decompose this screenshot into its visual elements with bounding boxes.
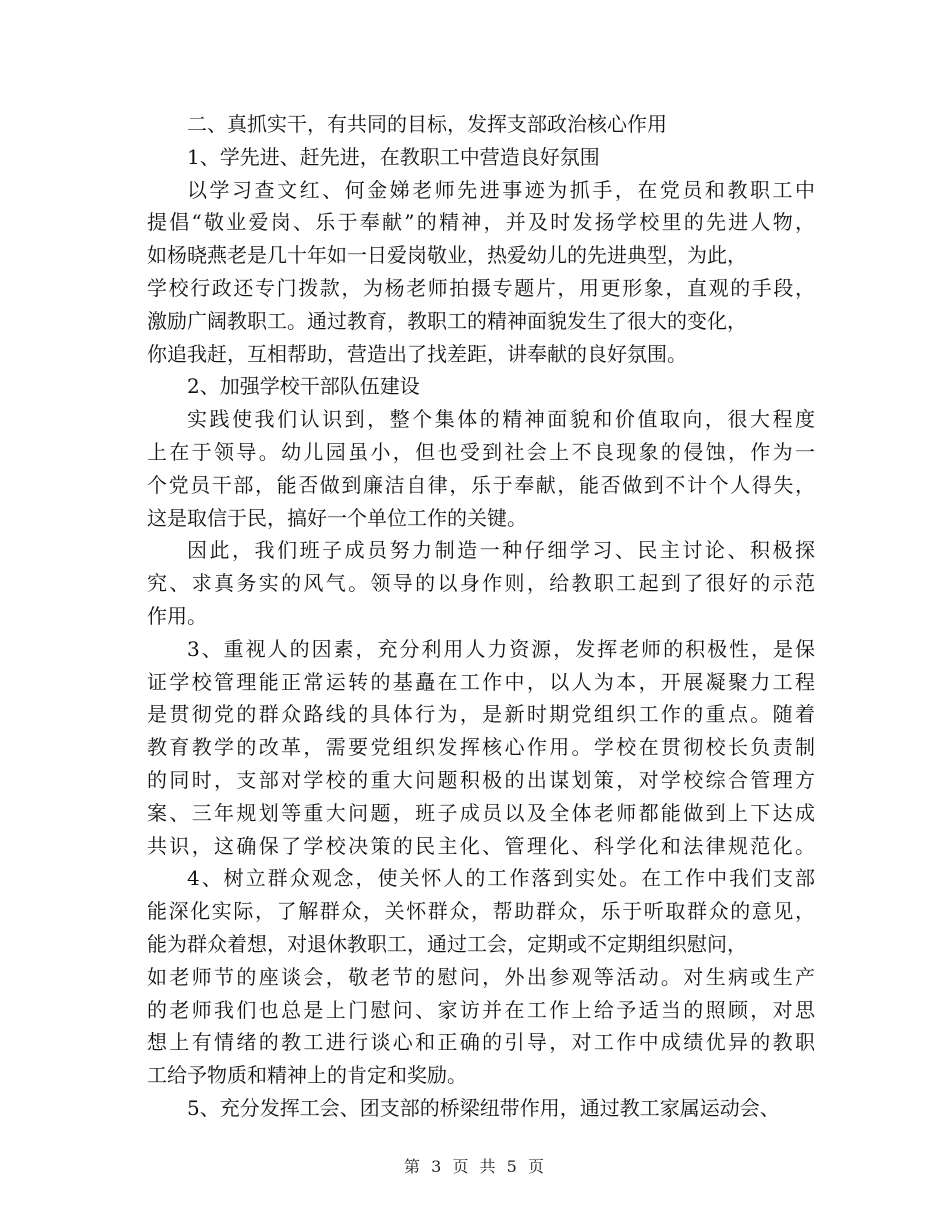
text-line: 如老师节的座谈会，敬老节的慰问，外出参观等活动。对生病或生产 <box>147 964 815 989</box>
text-line: 共识，这确保了学校决策的民主化、管理化、科学化和法律规范化。 <box>147 833 815 858</box>
text-line: 二、真抓实干，有共同的目标，发挥支部政治核心作用 <box>187 112 667 136</box>
text-line: 究、求真务实的风气。领导的以身作则，给教职工起到了很好的示范 <box>147 571 815 596</box>
text-line: 3、重视人的因素，充分利用人力资源，发挥老师的积极性，是保 <box>187 636 815 661</box>
text-line: 1、学先进、赶先进，在教职工中营造良好氛围 <box>187 144 600 169</box>
text-line: 的同时，支部对学校的重大问题积极的出谋划策，对学校综合管理方 <box>147 767 815 792</box>
footer-page-number: 3 <box>431 1157 444 1176</box>
text-line: 激励广阔教职工。通过教育，教职工的精神面貌发生了很大的变化， <box>147 308 747 333</box>
text-line: 教育教学的改革，需要党组织发挥核心作用。学校在贯彻校长负责制 <box>147 735 815 760</box>
footer-ye-end: 页 <box>527 1157 546 1176</box>
text-line: 能深化实际，了解群众，关怀群众，帮助群众，乐于听取群众的意见， <box>147 899 815 924</box>
text-line: 证学校管理能正常运转的基矗在工作中，以人为本，开展凝聚力工程 <box>147 669 815 694</box>
text-line: 是贯彻党的群众路线的具体行为，是新时期党组织工作的重点。随着 <box>147 702 815 727</box>
text-line: 想上有情绪的教工进行谈心和正确的引导，对工作中成绩优异的教职 <box>147 1030 815 1055</box>
page-footer <box>0 1154 950 1177</box>
text-line: 作用。 <box>147 603 207 628</box>
text-line: 学校行政还专门拨款，为杨老师拍摄专题片，用更形象，直观的手段， <box>147 275 815 300</box>
text-line: 能为群众着想，对退休教职工，通过工会，定期或不定期组织慰问， <box>147 931 747 956</box>
text-line: 因此，我们班子成员努力制造一种仔细学习、民主讨论、积极探 <box>187 538 815 563</box>
footer-ye: 页 <box>452 1157 471 1176</box>
text-line: 4、树立群众观念，使关怀人的工作落到实处。在工作中我们支部 <box>187 866 815 891</box>
footer-gong: 共 <box>479 1157 498 1176</box>
text-line: 实践使我们认识到，整个集体的精神面貌和价值取向，很大程度 <box>187 407 815 432</box>
text-line: 提倡“敬业爱岗、乐于奉献”的精神，并及时发扬学校里的先进人物， <box>147 210 815 235</box>
footer-di: 第 <box>404 1157 423 1176</box>
document-body <box>147 108 815 1125</box>
footer-total-pages: 5 <box>506 1157 519 1176</box>
text-line: 你追我赶，互相帮助，营造出了找差距，讲奉献的良好氛围。 <box>147 341 687 366</box>
text-line: 工给予物质和精神上的肯定和奖励。 <box>147 1063 467 1088</box>
text-line: 的老师我们也总是上门慰问、家访并在工作上给予适当的照顾，对思 <box>147 997 815 1022</box>
text-line: 如杨晓燕老是几十年如一日爱岗敬业，热爱幼儿的先进典型，为此， <box>147 243 747 268</box>
text-line: 个党员干部，能否做到廉洁自律，乐于奉献，能否做到不计个人得失， <box>147 472 815 497</box>
text-line: 案、三年规划等重大问题，班子成员以及全体老师都能做到上下达成 <box>147 800 815 825</box>
text-line: 5、充分发挥工会、团支部的桥梁纽带作用，通过教工家属运动会、 <box>187 1095 780 1120</box>
text-line: 2、加强学校干部队伍建设 <box>187 374 420 399</box>
text-line: 以学习查文红、何金娣老师先进事迹为抓手，在党员和教职工中 <box>187 177 815 202</box>
text-line: 这是取信于民，搞好一个单位工作的关键。 <box>147 505 527 530</box>
text-line: 上在于领导。幼儿园虽小，但也受到社会上不良现象的侵蚀，作为一 <box>147 439 815 464</box>
